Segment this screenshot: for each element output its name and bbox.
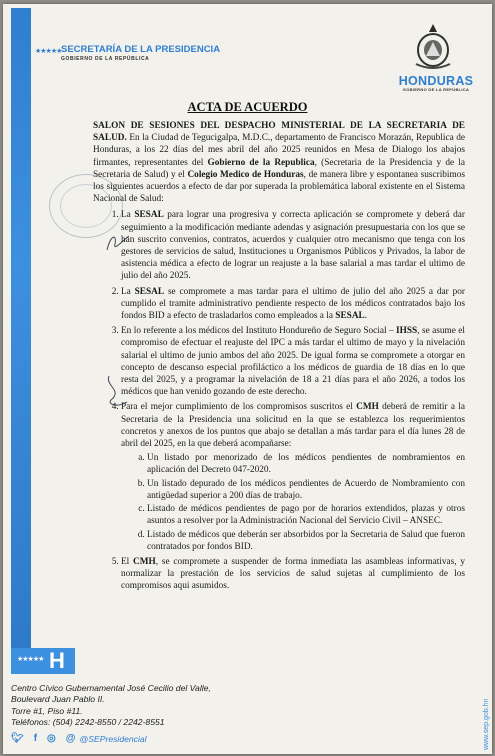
- address-line: Centro Cívico Gubernamental José Cecilio del Valle,: [11, 683, 211, 693]
- social-handle[interactable]: @SEPresidencial: [79, 733, 147, 744]
- intro-colegio: Colegio Medico de Honduras: [187, 169, 304, 180]
- honduras-crest-icon: [413, 22, 453, 70]
- intro-gobierno: Gobierno de la Republica: [207, 157, 315, 168]
- agreement-item: 4. Para el mejor cumplimiento de los compromisos suscritos el CMH deberá de remitir a la Secretaria de la Presidencia una solicitud en la que se establezca los requerimientos concretos y anexos de los puntos que abajo se detallan a más tardar para el día lunes 28 de abril del 2025, en la que deberá acompañarse: a. Un listado por menorizado de los médicos pendientes de nombramientos en aplicación del Decreto 047-2020. b. Un listado depurado de los médicos pendientes de Acuerdo de Nombramiento con antigüedad superior a 200 días de trabajo. c. Listado de médicos pendientes de pago por de horarios extendidos, plazas y otros asuntos a resolver por la Administración Nacional del Servicio Civil – ANSEC. d. Listado de médicos que deberán ser absorbidos por la Secretaria de Salud que fueron contratados por fondos BID.: [121, 401, 465, 552]
- footer-stars-icon: ★★★★★: [17, 655, 44, 663]
- requirement-item: b. Un listado depurado de los médicos pendientes de Acuerdo de Nombramiento con antigüedad superior a 200 días de trabajo.: [147, 478, 465, 502]
- social-links: [11, 733, 147, 744]
- requirement-item: a. Un listado por menorizado de los médicos pendientes de nombramientos en aplicación del Decreto 047-2020.: [147, 452, 465, 476]
- honduras-subtitle: GOBIERNO DE LA REPÚBLICA: [402, 87, 470, 92]
- footer-brand-band: [11, 648, 75, 674]
- instagram-icon[interactable]: ◎: [47, 733, 56, 744]
- website-url-container: [473, 664, 490, 750]
- document-title: ACTA DE ACUERDO: [187, 100, 308, 114]
- agreement-item: 1. La SESAL para lograr una progresiva y correcta aplicación se compromete y deberá dar seguimiento a la modificación mediante adendas y asignación presupuestaria con los que se han suscrito convenios, contratos, acuerdos y cualquier otro mecanismo que tenga con los gestores de servicios de salud, Instituciones u Organismos Públicos y Privados, la labor de asistencia médica a efecto de lograr un reajuste a la base salarial a mas tardar el ultimo de julio del año 2025.: [121, 209, 465, 282]
- agreement-item: 2. La SESAL se compromete a mas tardar para el ultimo de julio del año 2025 a dar por cumplido el tramite administrativo pendiente respecto de los médicos contratados bajo los fondos BID a efecto de trasladarlos como empleados a la SESAL.: [121, 286, 465, 323]
- footer-address: [11, 683, 311, 729]
- agreement-item: 3. En lo referente a los médicos del Instituto Hondureño de Seguro Social – IHSS, se asume el compromiso de efectuar el reajuste del IPC a más tardar el ultimo de mayo y la nivelación salarial el ultimo de junio ambos del año 2025. De igual forma se compromete a otorgar en concepto de descanso especial profiláctico a los médicos de guardia de 18 días en lo que resta del 2025, y a programar la nivelación de 18 a 21 días para el año 2026, a todos los médicos que han venido gozando de este derecho.: [121, 325, 465, 398]
- address-line: Boulevard Juan Pablo II.: [11, 694, 105, 705]
- at-icon: @: [65, 733, 76, 744]
- agreement-item: 5. El CMH, se compromete a suspender de forma inmediata las asambleas informativas, y normalizar la prestación de los servicios de salud sujetas al cumplimiento de los compromisos aqui asumidos.: [121, 556, 465, 593]
- secretaria-subtitle: GOBIERNO DE LA REPÚBLICA: [61, 56, 150, 62]
- footer-h-logo: H: [49, 648, 65, 673]
- twitter-icon[interactable]: 🐦︎: [11, 733, 24, 744]
- honduras-wordmark: HONDURAS: [398, 74, 474, 88]
- intro-paragraph: [93, 120, 465, 205]
- facebook-icon[interactable]: f: [33, 733, 38, 744]
- document-body: [93, 120, 465, 596]
- secretaria-title: SECRETARÍA DE LA PRESIDENCIA: [61, 44, 221, 55]
- phone-line: Teléfonos: (504) 2242-8550 / 2242-8551: [11, 717, 165, 728]
- website-url[interactable]: www.sep.gob.hn: [483, 698, 490, 750]
- requirement-item: d. Listado de médicos que deberán ser absorbidos por la Secretaria de Salud que fueron contratados por fondos BID.: [147, 529, 465, 553]
- document-page: [3, 4, 492, 754]
- honduras-logo: [395, 74, 477, 92]
- intro-text-2: , (Secretaria de la Presidencia y de la Secretaria de Salud) y el: [93, 157, 465, 180]
- intro-heading: SALON DE SESIONES DEL DESPACHO MINISTERIAL DE LA SECRETARIA DE SALUD.: [93, 121, 465, 144]
- address-line: Torre #1, Piso #11.: [11, 705, 83, 716]
- agreements-list: [93, 209, 465, 592]
- intro-text-1: En la Ciudad de Tegucigalpa, M.D.C., departamento de Francisco Morazán, Republica de Honduras, a los 22 días del mes abril del año 2025 reunidos en Mesa de Dialogo los abajos firmantes, representantes del: [93, 133, 465, 168]
- requirement-item: c. Listado de médicos pendientes de pago por de horarios extendidos, plazas y otros asuntos a resolver por la Administración Nacional del Servicio Civil – ANSEC.: [147, 503, 465, 527]
- intro-text-3: , de manera libre y espontanea suscribimos los siguientes acuerdos a efecto de dar por superada la problemática laboral existente en el Sistema Nacional de Salud:: [93, 169, 466, 205]
- requirements-sublist: [121, 452, 465, 553]
- stars-icon: ★★★★★: [35, 47, 62, 55]
